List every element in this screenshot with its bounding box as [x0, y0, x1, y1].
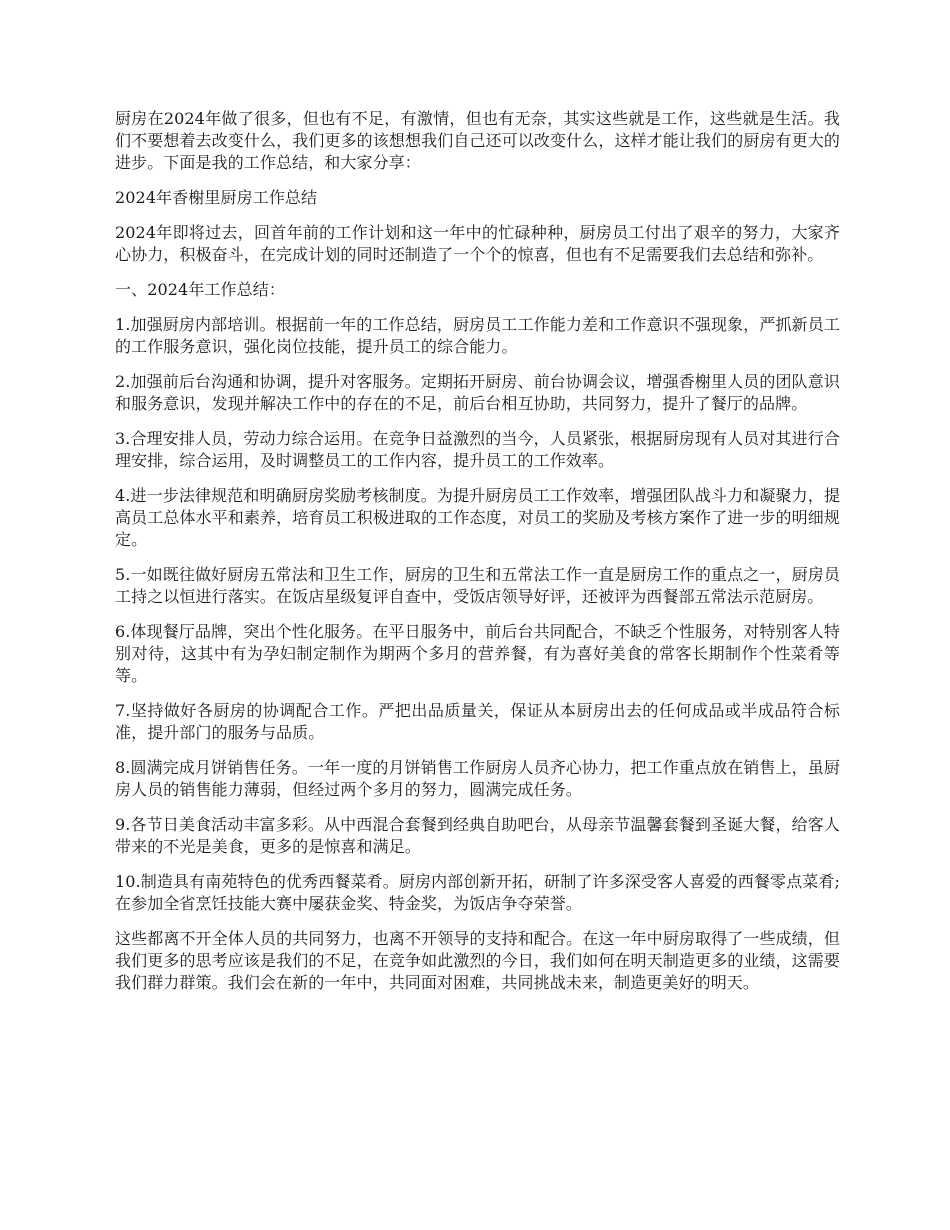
section-heading: 一、2024年工作总结： — [115, 280, 285, 299]
list-item: 6.体现餐厅品牌，突出个性化服务。在平日服务中，前后台共同配合，不缺乏个性服务，对特别客人特别对待，这其中有为孕妇制定制作为期两个多月的营养餐，有为喜好美食的常客长期制作个性菜肴等等。 — [115, 622, 840, 685]
list-item: 10.制造具有南苑特色的优秀西餐菜肴。厨房内部创新开拓，研制了许多深受客人喜爱的西餐零点菜肴;在参加全省烹饪技能大赛中屡获金奖、特金奖，为饭店争夺荣誉。 — [115, 872, 840, 913]
list-item: 3.合理安排人员，劳动力综合运用。在竞争日益激烈的当今，人员紧张，根据厨房现有人员对其进行合理安排，综合运用，及时调整员工的工作内容，提升员工的工作效率。 — [115, 429, 840, 470]
list-item: 8.圆满完成月饼销售任务。一年一度的月饼销售工作厨房人员齐心协力，把工作重点放在销售上，虽厨房人员的销售能力薄弱，但经过两个多月的努力，圆满完成任务。 — [115, 758, 840, 799]
closing-paragraph: 这些都离不开全体人员的共同努力，也离不开领导的支持和配合。在这一年中厨房取得了一些成绩，但我们更多的思考应该是我们的不足，在竞争如此激烈的今日，我们如何在明天制造更多的业绩，这需要我们群力群策。我们会在新的一年中，共同面对困难，共同挑战未来，制造更美好的明天。 — [115, 929, 840, 992]
intro-paragraph: 厨房在2024年做了很多，但也有不足，有激情，但也有无奈，其实这些就是工作，这些就是生活。我们不要想着去改变什么，我们更多的该想想我们自己还可以改变什么，这样才能让我们的厨房有更大的进步。下面是我的工作总结，和大家分享： — [115, 109, 840, 172]
list-item: 5.一如既往做好厨房五常法和卫生工作，厨房的卫生和五常法工作一直是厨房工作的重点之一，厨房员工持之以恒进行落实。在饭店星级复评自查中，受饭店领导好评，还被评为西餐部五常法示范厨房。 — [115, 565, 840, 606]
list-item: 7.坚持做好各厨房的协调配合工作。严把出品质量关，保证从本厨房出去的任何成品或半成品符合标准，提升部门的服务与品质。 — [115, 701, 840, 742]
list-item: 9.各节日美食活动丰富多彩。从中西混合套餐到经典自助吧台，从母亲节温馨套餐到圣诞大餐，给客人带来的不光是美食，更多的是惊喜和满足。 — [115, 815, 840, 856]
list-item: 1.加强厨房内部培训。根据前一年的工作总结，厨房员工工作能力差和工作意识不强现象，严抓新员工的工作服务意识，强化岗位技能，提升员工的综合能力。 — [115, 315, 840, 356]
document-title: 2024年香榭里厨房工作总结 — [115, 188, 318, 207]
opening-paragraph: 2024年即将过去，回首年前的工作计划和这一年中的忙碌种种，厨房员工付出了艰辛的努力，大家齐心协力，积极奋斗，在完成计划的同时还制造了一个个的惊喜，但也有不足需要我们去总结和弥补。 — [115, 223, 840, 264]
list-item: 2.加强前后台沟通和协调，提升对客服务。定期拓开厨房、前台协调会议，增强香榭里人员的团队意识和服务意识，发现并解决工作中的存在的不足，前后台相互协助，共同努力，提升了餐厅的品牌。 — [115, 372, 840, 413]
list-item: 4.进一步法律规范和明确厨房奖励考核制度。为提升厨房员工工作效率，增强团队战斗力和凝聚力，提高员工总体水平和素养，培育员工积极进取的工作态度，对员工的奖励及考核方案作了进一步的明细规定。 — [115, 486, 840, 549]
document-body — [115, 108, 840, 1007]
